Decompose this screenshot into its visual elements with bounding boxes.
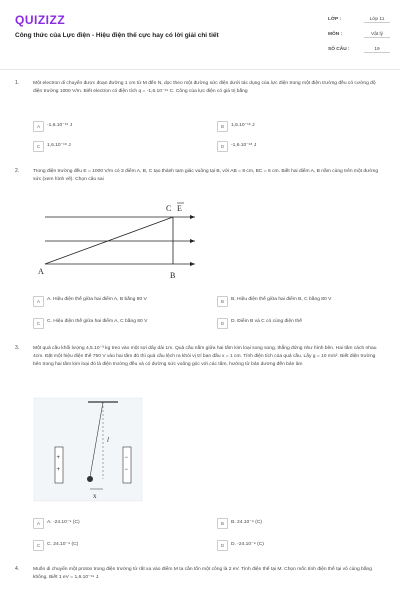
arrow-head-2 xyxy=(190,239,195,243)
question-text-body: Trong điện trường đều E = 1000 V/m có 3 điểm A, B, C tạo thành tam giác vuông tại B, với AB = 8 cm, BC = 6 cm. Biết hai điểm A, B nằm cùng trên một đường sức (xem hình vẽ). Chọn câu sai xyxy=(33,169,379,182)
meta-subject xyxy=(328,32,390,38)
minus-sign-2: − xyxy=(124,467,129,473)
option-text: A. -24.10⁻⁹ (C) xyxy=(47,520,80,525)
option-text: -1,6.10⁻¹⁸ J xyxy=(231,143,257,148)
option-d[interactable] xyxy=(217,140,357,151)
option-letter: B xyxy=(217,121,228,132)
option-b[interactable] xyxy=(217,517,397,528)
option-a[interactable] xyxy=(33,120,173,131)
option-d[interactable] xyxy=(217,317,397,328)
meta-subject-key: MÔN : xyxy=(328,32,343,37)
option-text: B. Hiệu điện thế giữa hai điểm B, C bằng 80 V xyxy=(231,297,332,302)
option-letter: A xyxy=(33,121,44,132)
header-divider xyxy=(0,69,400,70)
pendulum-figure xyxy=(33,397,143,502)
option-letter: D xyxy=(217,318,228,329)
label-x: x xyxy=(93,492,97,500)
plus-sign-1: + xyxy=(56,455,61,461)
option-text: 1,6.10⁻¹⁸ J xyxy=(47,143,71,148)
option-text: C. Hiệu điện thế giữa hai điểm A, C bằng 80 V xyxy=(47,319,148,324)
question-3 xyxy=(15,345,387,560)
option-b[interactable] xyxy=(217,120,357,131)
option-a[interactable] xyxy=(33,517,213,528)
label-b: B xyxy=(170,271,176,280)
option-c[interactable] xyxy=(33,539,213,550)
option-d[interactable] xyxy=(217,539,397,550)
option-c[interactable] xyxy=(33,317,213,328)
question-text: Một quả cầu khối lượng 4,5.10⁻³ kg treo vào một sợi dây dài 1m. Quả cầu nằm giữa hai tấm kim loại song song, thẳng đứng như hình bên. Hai tấm cách nhau 4cm. Đặt một hiệu điện thế 750 V vào hai tấm đó thì quả cầu lệch ra khỏi vị trí ban đầu x = 1 cm. Tính điện tích của quả cầu. Lấy g = 10 m/s². Biết điện trường bên trong hai tấm kim loại đó là điện trường đều và có đường sức vuông góc với các tấm, hướng từ bản dương đến bản âm xyxy=(33,346,377,367)
meta-count-key: SỐ CÂU : xyxy=(328,47,350,52)
option-c[interactable] xyxy=(33,140,173,151)
option-text: B. 24.10⁻⁹ (C) xyxy=(231,520,263,525)
question-text: Muốn di chuyển một proton trong điện trường từ rất xa vào điểm M ta cần tốn một công là 2 eV. Tính điện thế tại M. Chọn mốc tính điện thế tại vô cùng bằng không. Biết 1 eV = 1,6.10⁻¹⁹ J. xyxy=(33,567,372,580)
meta-count xyxy=(328,47,390,53)
positive-plate xyxy=(55,447,63,483)
quizizz-logo: QUIZIZZ xyxy=(15,13,66,27)
triangle-figure xyxy=(35,194,205,284)
label-c: C xyxy=(166,204,172,213)
plus-sign-2: + xyxy=(56,467,61,473)
meta-grade-key: LỚP : xyxy=(328,17,342,22)
label-e: E xyxy=(177,204,182,213)
option-letter: C xyxy=(33,318,44,329)
option-letter: B xyxy=(217,296,228,307)
option-b[interactable] xyxy=(217,295,397,306)
option-text: C. 24.10⁻⁹ (C) xyxy=(47,542,79,547)
option-text: -1,6.10⁻¹⁶ J xyxy=(47,123,73,128)
minus-sign-1: − xyxy=(124,455,129,461)
option-letter: C xyxy=(33,141,44,152)
option-letter: C xyxy=(33,540,44,551)
option-letter: D xyxy=(217,141,228,152)
ball xyxy=(87,476,93,482)
question-number: 1. xyxy=(15,80,20,86)
option-letter: A xyxy=(33,518,44,529)
question-2 xyxy=(15,168,387,338)
option-a[interactable] xyxy=(33,295,213,306)
option-letter: B xyxy=(217,518,228,529)
question-number: 4. xyxy=(15,566,20,572)
question-1 xyxy=(15,80,387,160)
meta-subject-value: Vật lý xyxy=(364,32,390,38)
document-title: Công thức của Lực điện - Hiệu điện thế cực hay có lời giải chi tiết xyxy=(15,32,219,39)
question-number: 2. xyxy=(15,168,20,174)
label-l: l xyxy=(107,436,109,444)
question-number: 3. xyxy=(15,345,20,351)
meta-count-value: 19 xyxy=(364,47,390,53)
negative-plate xyxy=(123,447,131,483)
arrow-head-3 xyxy=(190,262,195,266)
question-text xyxy=(33,168,383,184)
meta-grade-value: Lớp 11 xyxy=(364,17,390,23)
option-text: D. -24.10⁻⁹ (C) xyxy=(231,542,264,547)
option-text: D. Điểm B và C có cùng điện thế xyxy=(231,319,302,324)
option-text: A. Hiệu điện thế giữa hai điểm A, B bằng 80 V xyxy=(47,297,147,302)
option-letter: A xyxy=(33,296,44,307)
question-4 xyxy=(15,566,387,596)
meta-grade xyxy=(328,17,390,23)
option-letter: D xyxy=(217,540,228,551)
label-a: A xyxy=(38,267,44,276)
side-ac xyxy=(45,217,173,264)
arrow-head-1 xyxy=(190,215,195,219)
header xyxy=(0,0,400,70)
option-text: 1,6.10⁻¹⁶ J xyxy=(231,123,255,128)
question-text: Một electron di chuyển được đoạn đường 1 cm từ M đến N, dọc theo một đường sức điện dưới tác dụng của lực điện trong một điện trường đều có cường độ điện trường 1000 V/m. Biết electron có điện tích q = -1,6.10⁻¹⁹ C. Công của lực điện có giá trị bằng xyxy=(33,81,376,94)
